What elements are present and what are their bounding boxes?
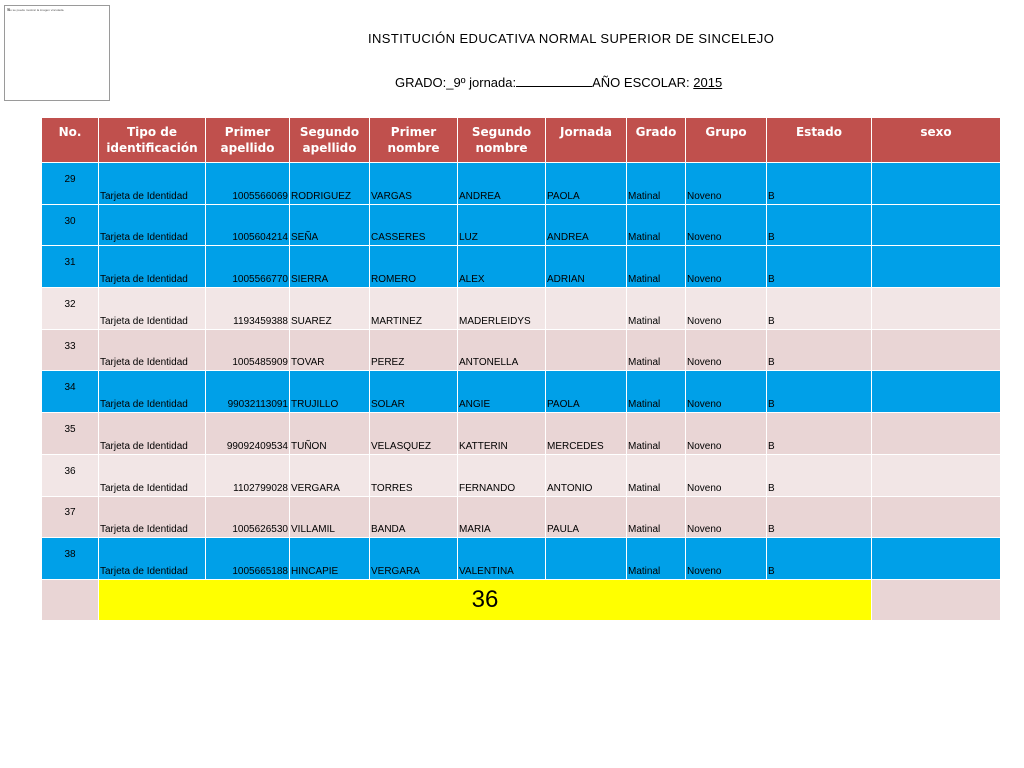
grado-label: GRADO:_9º <box>395 75 466 90</box>
anio-label: AÑO ESCOLAR: <box>592 75 690 90</box>
first-name: MARIA <box>458 496 546 538</box>
column-header: Estado <box>767 118 872 163</box>
row-number: 35 <box>42 413 99 455</box>
table-row <box>42 288 1001 330</box>
row-number: 29 <box>42 163 99 205</box>
second-name <box>546 538 627 580</box>
id-number: 1193459388 <box>206 288 290 330</box>
state-cell <box>872 496 1001 538</box>
table-row <box>42 371 1001 413</box>
state-cell <box>872 371 1001 413</box>
group: B <box>767 204 872 246</box>
grade: Noveno <box>686 454 767 496</box>
row-number: 31 <box>42 246 99 288</box>
id-type: Tarjeta de Identidad <box>99 288 206 330</box>
first-name: ANTONELLA <box>458 329 546 371</box>
id-type: Tarjeta de Identidad <box>99 454 206 496</box>
first-name: FERNANDO <box>458 454 546 496</box>
anio-value: 2015 <box>693 75 723 90</box>
first-surname: RODRIGUEZ <box>290 163 370 205</box>
shift: Matinal <box>627 413 686 455</box>
table-row <box>42 496 1001 538</box>
second-surname: TORRES <box>370 454 458 496</box>
grade: Noveno <box>686 246 767 288</box>
group: B <box>767 496 872 538</box>
id-number: 1005566770 <box>206 246 290 288</box>
first-surname: SIERRA <box>290 246 370 288</box>
column-header: Jornada <box>546 118 627 163</box>
column-header: Segundo apellido <box>290 118 370 163</box>
second-surname: CASSERES <box>370 204 458 246</box>
state-cell <box>872 163 1001 205</box>
first-surname: SEÑA <box>290 204 370 246</box>
column-header: Grado <box>627 118 686 163</box>
first-name: ANDREA <box>458 163 546 205</box>
second-name: ANTONIO <box>546 454 627 496</box>
group: B <box>767 288 872 330</box>
first-surname: TRUJILLO <box>290 371 370 413</box>
second-name <box>546 329 627 371</box>
second-name: PAOLA <box>546 163 627 205</box>
group: B <box>767 329 872 371</box>
second-surname: PEREZ <box>370 329 458 371</box>
second-surname: SOLAR <box>370 371 458 413</box>
first-name: LUZ <box>458 204 546 246</box>
id-number: 1005665188 <box>206 538 290 580</box>
column-header: Grupo <box>686 118 767 163</box>
state-cell <box>872 246 1001 288</box>
grade: Noveno <box>686 371 767 413</box>
state-cell <box>872 413 1001 455</box>
table-row <box>42 204 1001 246</box>
id-number: 99032113091 <box>206 371 290 413</box>
total-row <box>42 579 1001 620</box>
second-name: ADRIAN <box>546 246 627 288</box>
column-header: No. <box>42 118 99 163</box>
shift: Matinal <box>627 371 686 413</box>
grade: Noveno <box>686 288 767 330</box>
table-row <box>42 538 1001 580</box>
shift: Matinal <box>627 329 686 371</box>
first-surname: TOVAR <box>290 329 370 371</box>
second-surname: ROMERO <box>370 246 458 288</box>
grade: Noveno <box>686 538 767 580</box>
first-surname: TUÑON <box>290 413 370 455</box>
table-header-row <box>42 118 1001 163</box>
second-surname: VELASQUEZ <box>370 413 458 455</box>
second-surname: MARTINEZ <box>370 288 458 330</box>
second-name: MERCEDES <box>546 413 627 455</box>
jornada-label: jornada: <box>469 75 517 90</box>
id-number: 1005604214 <box>206 204 290 246</box>
column-header: Segundo nombre <box>458 118 546 163</box>
column-header: sexo <box>872 118 1001 163</box>
column-header: Primer nombre <box>370 118 458 163</box>
row-number: 34 <box>42 371 99 413</box>
table-row <box>42 329 1001 371</box>
id-type: Tarjeta de Identidad <box>99 246 206 288</box>
first-name: ALEX <box>458 246 546 288</box>
row-number: 33 <box>42 329 99 371</box>
group: B <box>767 454 872 496</box>
table-row <box>42 454 1001 496</box>
second-name: ANDREA <box>546 204 627 246</box>
column-header: Tipo de identificación <box>99 118 206 163</box>
grade: Noveno <box>686 163 767 205</box>
second-surname: VERGARA <box>370 538 458 580</box>
id-number: 1102799028 <box>206 454 290 496</box>
id-type: Tarjeta de Identidad <box>99 371 206 413</box>
row-number: 30 <box>42 204 99 246</box>
second-name: PAULA <box>546 496 627 538</box>
institution-title: INSTITUCIÓN EDUCATIVA NORMAL SUPERIOR DE SINCELEJO <box>368 31 775 46</box>
state-cell <box>872 454 1001 496</box>
total-right-cell <box>872 579 1001 620</box>
shift: Matinal <box>627 246 686 288</box>
state-cell <box>872 204 1001 246</box>
state-cell <box>872 329 1001 371</box>
row-number: 32 <box>42 288 99 330</box>
grade: Noveno <box>686 204 767 246</box>
grade: Noveno <box>686 496 767 538</box>
id-type: Tarjeta de Identidad <box>99 413 206 455</box>
first-surname: VERGARA <box>290 454 370 496</box>
shift: Matinal <box>627 204 686 246</box>
linked-image-placeholder <box>4 5 110 101</box>
id-number: 99092409534 <box>206 413 290 455</box>
first-name: KATTERIN <box>458 413 546 455</box>
first-name: VALENTINA <box>458 538 546 580</box>
student-roster-table <box>41 117 1001 621</box>
group: B <box>767 538 872 580</box>
first-surname: SUAREZ <box>290 288 370 330</box>
shift: Matinal <box>627 538 686 580</box>
group: B <box>767 246 872 288</box>
table-row <box>42 413 1001 455</box>
shift: Matinal <box>627 288 686 330</box>
group: B <box>767 163 872 205</box>
first-name: MADERLEIDYS <box>458 288 546 330</box>
image-caption: No se puede mostrar la imagen vinculada. <box>8 8 65 12</box>
table-row <box>42 246 1001 288</box>
row-number: 37 <box>42 496 99 538</box>
state-cell <box>872 288 1001 330</box>
second-name <box>546 288 627 330</box>
shift: Matinal <box>627 163 686 205</box>
id-number: 1005626530 <box>206 496 290 538</box>
document-subtitle <box>395 75 722 90</box>
grade: Noveno <box>686 413 767 455</box>
id-number: 1005566069 <box>206 163 290 205</box>
id-number: 1005485909 <box>206 329 290 371</box>
shift: Matinal <box>627 454 686 496</box>
shift: Matinal <box>627 496 686 538</box>
second-surname: BANDA <box>370 496 458 538</box>
group: B <box>767 371 872 413</box>
id-type: Tarjeta de Identidad <box>99 496 206 538</box>
column-header: Primer apellido <box>206 118 290 163</box>
first-name: ANGIE <box>458 371 546 413</box>
second-name: PAOLA <box>546 371 627 413</box>
row-number: 38 <box>42 538 99 580</box>
jornada-blank <box>516 75 592 87</box>
grade: Noveno <box>686 329 767 371</box>
first-surname: HINCAPIE <box>290 538 370 580</box>
state-cell <box>872 538 1001 580</box>
group: B <box>767 413 872 455</box>
second-surname: VARGAS <box>370 163 458 205</box>
table-row <box>42 163 1001 205</box>
row-number: 36 <box>42 454 99 496</box>
id-type: Tarjeta de Identidad <box>99 538 206 580</box>
id-type: Tarjeta de Identidad <box>99 329 206 371</box>
id-type: Tarjeta de Identidad <box>99 204 206 246</box>
total-left-cell <box>42 579 99 620</box>
total-count: 36 <box>99 579 872 620</box>
id-type: Tarjeta de Identidad <box>99 163 206 205</box>
first-surname: VILLAMIL <box>290 496 370 538</box>
